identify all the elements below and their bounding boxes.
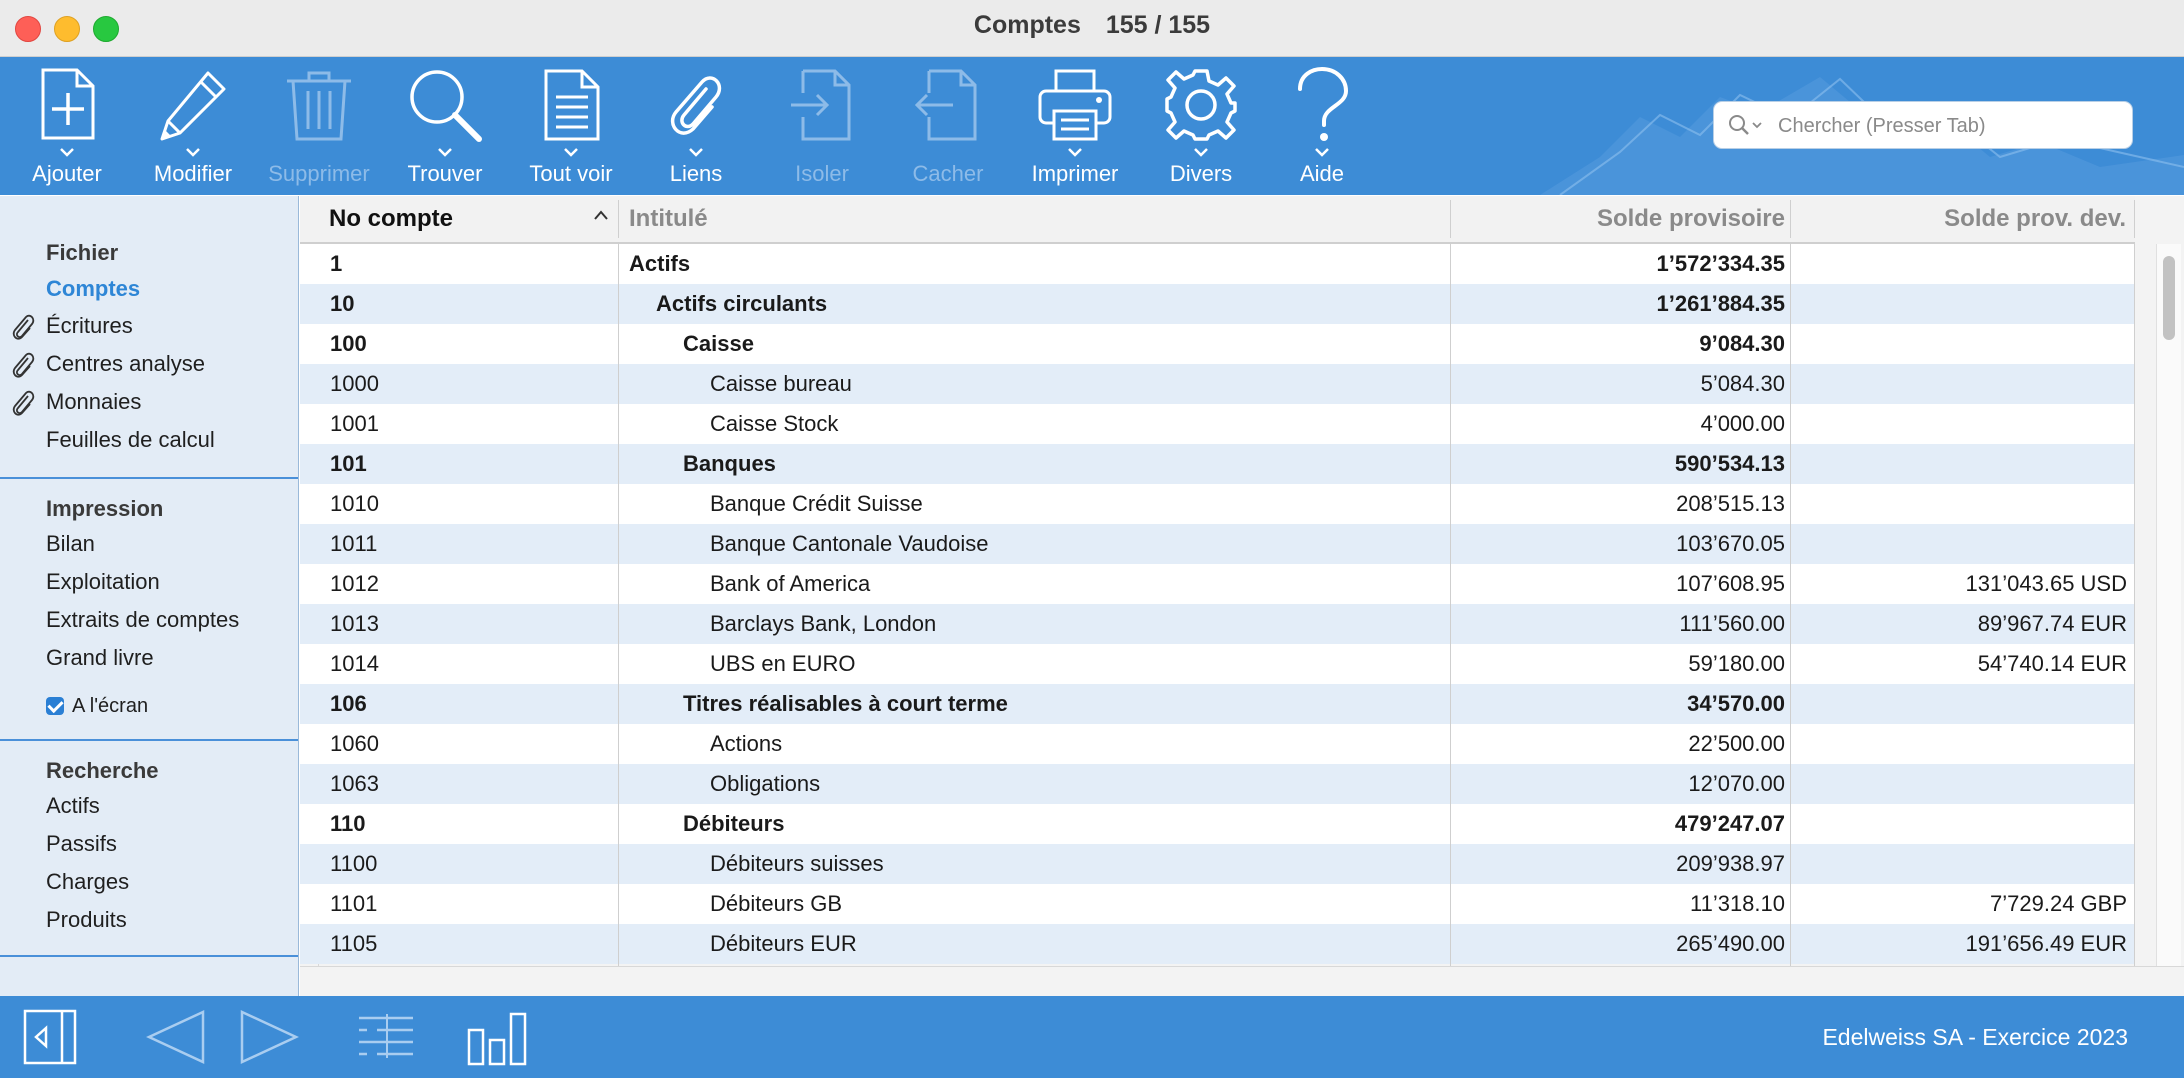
toolbar: [0, 57, 2184, 195]
chevron-down-icon: [60, 148, 74, 157]
cell-account-label[interactable]: Actifs circulants: [656, 291, 828, 316]
cell-solde-prov-dev[interactable]: 89’967.74 EUR: [1977, 611, 2127, 636]
cell-account-label[interactable]: Banque Cantonale Vaudoise: [710, 531, 989, 556]
sidebar-heading-recherche: Recherche: [46, 758, 159, 783]
cell-account-label[interactable]: Caisse bureau: [710, 371, 852, 396]
show-all-button-label: Tout voir: [529, 161, 613, 186]
cell-account-label[interactable]: UBS en EURO: [710, 651, 856, 676]
sidebar-item-exploitation[interactable]: Exploitation: [46, 569, 160, 594]
accounts-table: [300, 196, 2184, 996]
column-gridline: [1450, 242, 1451, 992]
cell-account-number[interactable]: 10: [330, 291, 355, 316]
search-icon: [1728, 114, 1766, 136]
search-box[interactable]: [1713, 101, 2133, 149]
cell-account-number[interactable]: 1: [330, 251, 343, 276]
cell-account-number[interactable]: 106: [330, 691, 367, 716]
cell-account-label[interactable]: Banque Crédit Suisse: [710, 491, 923, 516]
cell-account-label[interactable]: Banques: [683, 451, 776, 476]
checkbox-checked-icon: [46, 697, 64, 715]
sidebar-item-centres-analyse[interactable]: Centres analyse: [46, 351, 205, 376]
column-header-solde-provisoire[interactable]: Solde provisoire: [1596, 205, 1785, 232]
help-button-label: Aide: [1299, 161, 1345, 186]
cell-account-number[interactable]: 101: [330, 451, 367, 476]
chevron-down-icon: [689, 148, 703, 157]
table-row[interactable]: [300, 564, 2135, 604]
column-header-solde-prov-dev[interactable]: Solde prov. dev.: [1944, 205, 2126, 232]
cell-solde-provisoire[interactable]: 1’261’884.35: [1656, 291, 1785, 316]
cell-solde-provisoire[interactable]: 111’560.00: [1679, 611, 1785, 636]
add-button-label: Ajouter: [32, 161, 102, 186]
cell-solde-provisoire[interactable]: 265’490.00: [1676, 931, 1785, 956]
links-button-label: Liens: [669, 161, 723, 186]
toggle-sidebar-icon[interactable]: [22, 1008, 78, 1066]
cell-solde-provisoire[interactable]: 5’084.30: [1700, 371, 1785, 396]
sidebar: [0, 196, 299, 996]
indent-list-icon[interactable]: [355, 1008, 417, 1066]
cell-account-number[interactable]: 1011: [330, 531, 378, 556]
find-button[interactable]: [385, 57, 505, 195]
cell-account-number[interactable]: 1100: [330, 851, 378, 876]
chevron-down-icon: [1315, 148, 1329, 157]
cell-account-label[interactable]: Actions: [710, 731, 783, 756]
cell-solde-prov-dev[interactable]: [1790, 364, 2127, 404]
chevron-down-icon: [186, 148, 200, 157]
table-row[interactable]: [300, 444, 2135, 484]
cell-account-label[interactable]: Caisse Stock: [710, 411, 839, 436]
table-bottom-strip: [300, 966, 2184, 997]
cell-solde-provisoire[interactable]: 103’670.05: [1676, 531, 1785, 556]
cell-solde-prov-dev[interactable]: [1790, 244, 2127, 284]
cell-solde-provisoire[interactable]: 11’318.10: [1689, 891, 1785, 916]
cell-solde-provisoire[interactable]: 59’180.00: [1688, 651, 1785, 676]
column-header-intitule[interactable]: Intitulé: [629, 205, 708, 232]
cell-solde-prov-dev[interactable]: 7’729.24 GBP: [1990, 891, 2127, 916]
cell-solde-provisoire[interactable]: 1’572’334.35: [1656, 251, 1785, 276]
hide-button-label: Cacher: [912, 161, 984, 186]
cell-account-number[interactable]: 1105: [330, 931, 378, 956]
table-row[interactable]: [300, 364, 2135, 404]
sidebar-item-comptes[interactable]: Comptes: [46, 276, 141, 301]
sort-ascending-icon[interactable]: [594, 210, 608, 220]
cell-account-number[interactable]: 1012: [330, 571, 379, 596]
cell-solde-prov-dev[interactable]: [1790, 284, 2127, 324]
cell-account-label[interactable]: Débiteurs GB: [710, 891, 843, 916]
cell-account-number[interactable]: 1001: [330, 411, 379, 436]
links-button[interactable]: [636, 57, 756, 195]
hide-icon: [915, 67, 981, 143]
cell-solde-provisoire[interactable]: 4’000.00: [1700, 411, 1785, 436]
cell-account-number[interactable]: 1010: [330, 491, 379, 516]
table-header: [300, 196, 2135, 244]
cell-solde-prov-dev[interactable]: [1790, 684, 2127, 724]
trash-icon: [283, 67, 355, 143]
isolate-button-label: Isoler: [795, 161, 849, 186]
sidebar-item-actifs[interactable]: Actifs: [46, 793, 100, 818]
column-separator[interactable]: [2134, 200, 2135, 238]
cell-solde-prov-dev[interactable]: [1790, 484, 2127, 524]
document-list-icon: [540, 67, 602, 143]
cell-account-label[interactable]: Actifs: [629, 251, 691, 276]
table-row[interactable]: [300, 684, 2135, 724]
edit-button-label: Modifier: [153, 161, 233, 186]
cell-solde-prov-dev[interactable]: [1790, 764, 2127, 804]
show-all-button[interactable]: [511, 57, 631, 195]
isolate-icon: [789, 67, 855, 143]
table-row[interactable]: [300, 484, 2135, 524]
sidebar-item-monnaies[interactable]: Monnaies: [46, 389, 142, 414]
search-input[interactable]: [1776, 102, 2120, 150]
cell-account-number[interactable]: 1013: [330, 611, 379, 636]
misc-button-label: Divers: [1169, 161, 1233, 186]
link-icon: [11, 313, 37, 341]
sidebar-item-bilan[interactable]: Bilan: [46, 531, 95, 556]
column-gridline: [1790, 242, 1791, 992]
table-row[interactable]: [300, 724, 2135, 764]
bar-chart-icon[interactable]: [465, 1008, 529, 1066]
on-screen-checkbox[interactable]: [46, 695, 148, 718]
cell-account-number[interactable]: 1101: [330, 891, 378, 916]
cell-solde-provisoire[interactable]: 22’500.00: [1688, 731, 1785, 756]
record-counter: 155 / 155: [1105, 11, 1211, 39]
cell-account-number[interactable]: 1063: [330, 771, 379, 796]
column-separator[interactable]: [618, 200, 619, 238]
scrollbar-thumb[interactable]: [2163, 256, 2175, 340]
table-row[interactable]: [300, 644, 2135, 684]
cell-solde-provisoire[interactable]: 479’247.07: [1674, 811, 1785, 836]
cell-solde-provisoire[interactable]: 107’608.95: [1676, 571, 1785, 596]
table-row[interactable]: [300, 924, 2135, 964]
table-row[interactable]: [300, 524, 2135, 564]
table-row[interactable]: [300, 804, 2135, 844]
add-button[interactable]: [7, 57, 127, 195]
cell-account-label[interactable]: Barclays Bank, London: [710, 611, 937, 636]
cell-solde-prov-dev[interactable]: [1790, 724, 2127, 764]
column-header-no-compte[interactable]: No compte: [329, 205, 454, 232]
chevron-down-icon: [1068, 148, 1082, 157]
link-icon: [11, 351, 37, 379]
link-icon: [11, 389, 37, 417]
sidebar-heading-fichier: Fichier: [46, 240, 119, 265]
cell-solde-prov-dev[interactable]: [1790, 524, 2127, 564]
column-gridline: [618, 242, 619, 992]
cell-solde-provisoire[interactable]: 208’515.13: [1676, 491, 1785, 516]
cell-solde-prov-dev[interactable]: [1790, 324, 2127, 364]
table-row[interactable]: [300, 404, 2135, 444]
sidebar-divider: [0, 477, 298, 479]
sidebar-heading-impression: Impression: [46, 496, 164, 521]
magnifier-icon: [407, 67, 483, 143]
cell-account-label[interactable]: Obligations: [710, 771, 821, 796]
question-icon: [1292, 67, 1352, 145]
chevron-down-icon: [438, 148, 452, 157]
cell-account-number[interactable]: 1000: [330, 371, 379, 396]
chevron-down-icon: [1194, 148, 1208, 157]
help-button[interactable]: [1262, 57, 1382, 195]
print-button[interactable]: [1015, 57, 1135, 195]
cell-account-label[interactable]: Bank of America: [710, 571, 871, 596]
print-button-label: Imprimer: [1031, 161, 1119, 186]
cell-solde-prov-dev[interactable]: 54’740.14 EUR: [1977, 651, 2127, 676]
sidebar-item-extraits-de-comptes[interactable]: Extraits de comptes: [46, 607, 240, 632]
sidebar-item-grand-livre[interactable]: Grand livre: [46, 645, 154, 670]
cell-solde-prov-dev[interactable]: [1790, 404, 2127, 444]
sidebar-item-passifs[interactable]: Passifs: [46, 831, 117, 856]
cell-account-number[interactable]: 100: [330, 331, 367, 356]
cell-account-number[interactable]: 1014: [330, 651, 379, 676]
cell-solde-provisoire[interactable]: 590’534.13: [1674, 451, 1785, 476]
title-bar: [0, 0, 2184, 57]
window-title-text: Comptes: [973, 11, 1081, 39]
sidebar-item-feuilles-de-calcul[interactable]: Feuilles de calcul: [46, 427, 215, 452]
cell-solde-prov-dev[interactable]: 131’043.65 USD: [1965, 571, 2127, 596]
column-gridline: [2134, 242, 2135, 992]
cell-account-number[interactable]: 1060: [330, 731, 379, 756]
delete-button-label: Supprimer: [268, 161, 370, 186]
cell-solde-provisoire[interactable]: 9’084.30: [1699, 331, 1785, 356]
vertical-scrollbar[interactable]: [2156, 244, 2181, 966]
sidebar-item-produits[interactable]: Produits: [46, 907, 127, 932]
paperclip-icon: [666, 67, 726, 145]
cell-account-label[interactable]: Caisse: [683, 331, 754, 356]
table-row[interactable]: [300, 844, 2135, 884]
cell-solde-prov-dev[interactable]: 191’656.49 EUR: [1965, 931, 2127, 956]
table-row[interactable]: [300, 244, 2135, 284]
cell-account-label[interactable]: Débiteurs: [683, 811, 785, 836]
cell-solde-prov-dev[interactable]: [1790, 444, 2127, 484]
pencil-icon: [156, 67, 230, 143]
cell-solde-prov-dev[interactable]: [1790, 844, 2127, 884]
edit-button[interactable]: [133, 57, 253, 195]
delete-button[interactable]: [259, 57, 379, 195]
company-period-label: Edelweiss SA - Exercice 2023: [1822, 1024, 2128, 1050]
sidebar-item-charges[interactable]: Charges: [46, 869, 130, 894]
find-button-label: Trouver: [407, 161, 483, 186]
status-bar: [0, 996, 2184, 1078]
cell-solde-provisoire[interactable]: 209’938.97: [1676, 851, 1785, 876]
gear-icon: [1163, 67, 1239, 143]
table-row[interactable]: [300, 604, 2135, 644]
printer-icon: [1036, 67, 1114, 143]
table-row[interactable]: [300, 284, 2135, 324]
sidebar-item-ecritures[interactable]: Écritures: [46, 313, 133, 338]
table-row[interactable]: [300, 884, 2135, 924]
add-document-icon: [37, 67, 97, 141]
previous-arrow-icon[interactable]: [145, 1008, 207, 1066]
cell-solde-prov-dev[interactable]: [1790, 804, 2127, 844]
cell-solde-provisoire[interactable]: 12’070.00: [1688, 771, 1785, 796]
on-screen-checkbox-label: A l'écran: [72, 695, 149, 717]
hide-button[interactable]: [888, 57, 1008, 195]
isolate-button[interactable]: [762, 57, 882, 195]
cell-account-number[interactable]: 110: [330, 811, 366, 836]
cell-account-label[interactable]: Titres réalisables à court terme: [683, 691, 1008, 716]
cell-solde-provisoire[interactable]: 34’570.00: [1687, 691, 1785, 716]
next-arrow-icon[interactable]: [238, 1008, 300, 1066]
cell-account-label[interactable]: Débiteurs suisses: [710, 851, 884, 876]
window-title: [0, 0, 2184, 50]
table-row[interactable]: [300, 324, 2135, 364]
sidebar-divider: [0, 739, 298, 741]
chevron-down-icon: [564, 148, 578, 157]
table-row[interactable]: [300, 764, 2135, 804]
sidebar-divider: [0, 955, 298, 957]
cell-account-label[interactable]: Débiteurs EUR: [710, 931, 857, 956]
